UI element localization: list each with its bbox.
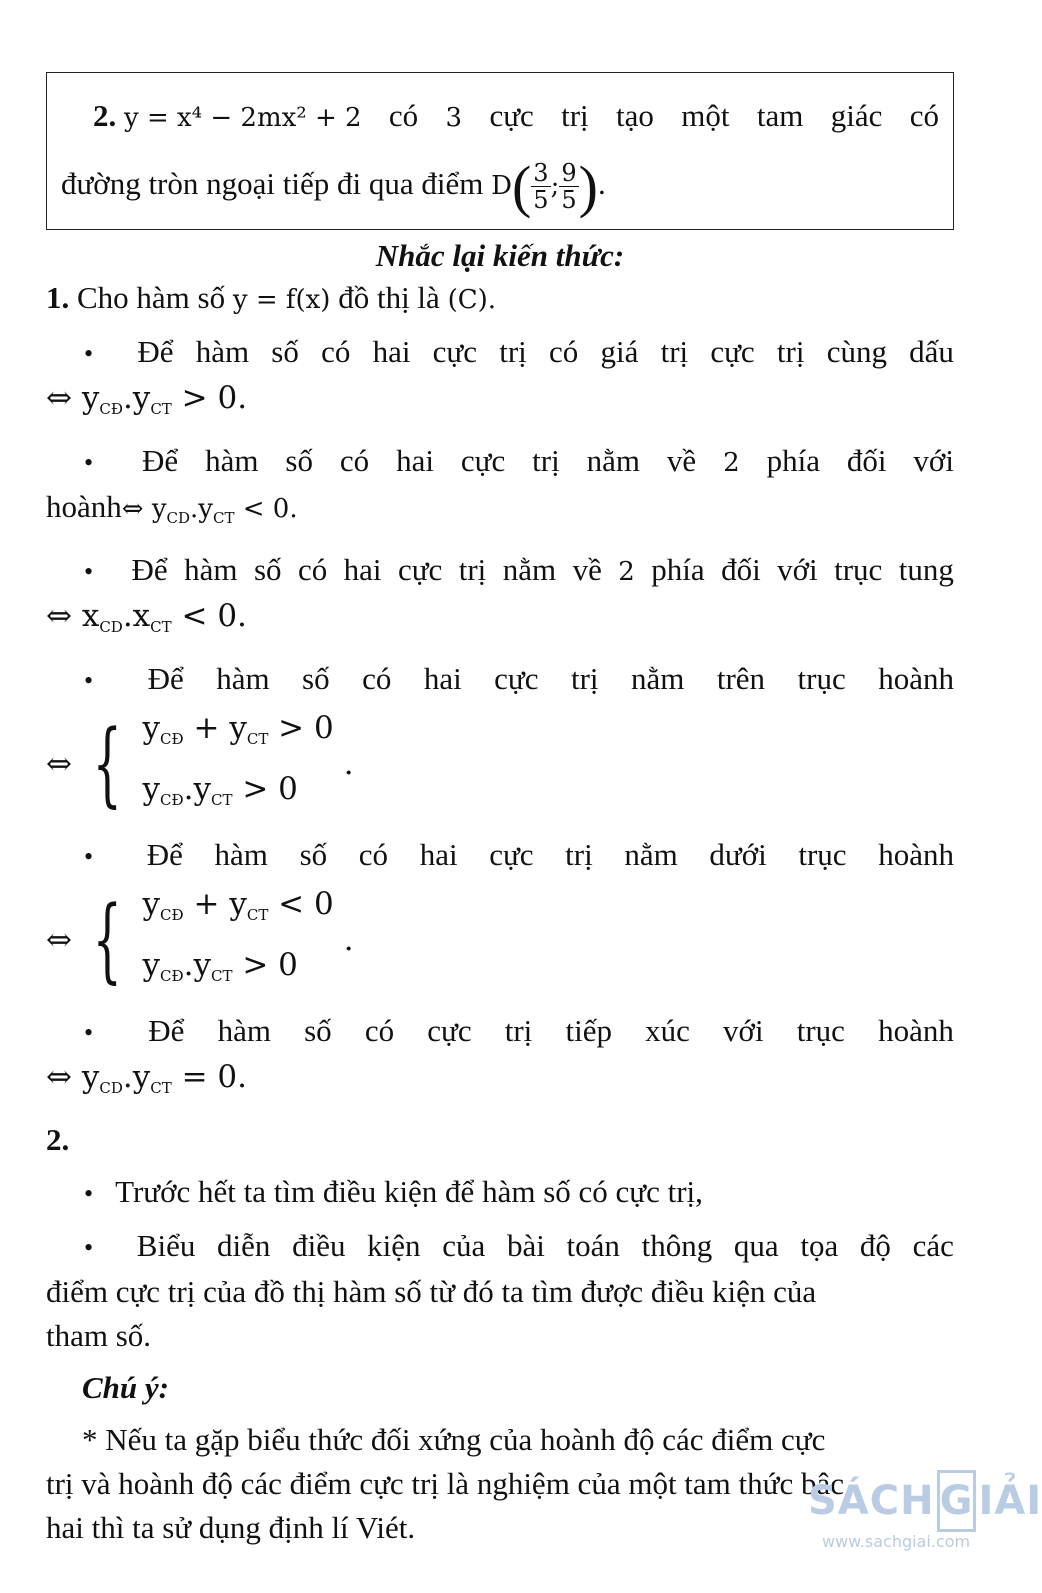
word: 2 bbox=[618, 557, 635, 587]
sys: .y bbox=[183, 947, 212, 983]
word: trục bbox=[798, 837, 847, 872]
word: hàm bbox=[216, 661, 270, 696]
word: nằm bbox=[624, 837, 678, 872]
word: hoành bbox=[878, 661, 954, 696]
word: phía bbox=[766, 443, 820, 478]
subscript: CĐ bbox=[160, 791, 184, 809]
word: nằm bbox=[586, 443, 640, 478]
section-heading: Nhắc lại kiến thức: bbox=[375, 238, 625, 273]
sys: + y bbox=[183, 886, 247, 922]
word: hàm bbox=[217, 1013, 271, 1048]
bullet-6-line-1 bbox=[46, 1009, 954, 1055]
word: hàm bbox=[214, 837, 268, 872]
cond: < 0. bbox=[171, 598, 247, 634]
word: hai bbox=[372, 334, 411, 369]
word: của bbox=[442, 1228, 486, 1263]
sys: > 0 bbox=[232, 771, 298, 807]
word: có bbox=[297, 552, 328, 587]
word: • Để bbox=[147, 661, 184, 696]
denominator: 5 bbox=[533, 186, 549, 215]
bullet-5-system bbox=[46, 879, 954, 1001]
denominator: 5 bbox=[561, 186, 577, 215]
sys: y bbox=[142, 947, 161, 983]
watermark-url: www.sachgiai.com bbox=[822, 1532, 971, 1551]
cond: ⇔ y bbox=[121, 494, 167, 524]
word: hoành bbox=[878, 837, 954, 872]
sys: y bbox=[142, 886, 161, 922]
word: cực bbox=[427, 1013, 472, 1048]
sys: + y bbox=[183, 710, 247, 746]
section-number: 1. bbox=[46, 280, 70, 315]
section-2-bullet-1: • Trước hết ta tìm điều kiện để hàm số có cực trị, bbox=[46, 1170, 954, 1216]
word: toán bbox=[566, 1228, 620, 1263]
word: trị bbox=[561, 98, 589, 133]
note-line-2: trị và hoành độ các điểm cực trị là nghiệm của một tam thức bậc bbox=[46, 1466, 844, 1501]
problem-number: 2. bbox=[93, 98, 117, 133]
left-paren: ( bbox=[511, 153, 532, 219]
subscript: CĐ bbox=[160, 906, 184, 924]
point-label: D bbox=[491, 171, 512, 201]
bullet-6-condition bbox=[46, 1055, 954, 1110]
cond: .y bbox=[122, 1059, 151, 1095]
word: hai bbox=[396, 443, 434, 478]
watermark bbox=[808, 1470, 1042, 1551]
word: phía bbox=[651, 552, 705, 587]
word: kiện bbox=[367, 1228, 421, 1263]
period: . bbox=[343, 746, 354, 782]
word: hàm bbox=[205, 443, 259, 478]
subscript: CT bbox=[211, 791, 233, 809]
word: trị bbox=[660, 334, 689, 369]
fraction-2 bbox=[559, 160, 578, 213]
word: về bbox=[666, 443, 697, 478]
word: 3 bbox=[445, 103, 463, 133]
logo-g: G bbox=[937, 1470, 977, 1532]
subscript: CT bbox=[246, 730, 269, 748]
word: cùng bbox=[826, 334, 887, 369]
sys: y bbox=[142, 710, 161, 746]
period: . bbox=[343, 922, 354, 958]
fraction-1 bbox=[531, 160, 550, 213]
brace-icon: { bbox=[92, 886, 122, 993]
sys: .y bbox=[183, 771, 212, 807]
curve-label: (C). bbox=[447, 285, 497, 315]
problem-line-1 bbox=[61, 83, 939, 151]
subscript: CT bbox=[246, 906, 269, 924]
word: về bbox=[572, 552, 602, 587]
word: trên bbox=[716, 661, 766, 696]
numerator: 9 bbox=[561, 159, 577, 188]
word: đối bbox=[721, 552, 761, 587]
word: bài bbox=[506, 1228, 545, 1263]
word: • Để bbox=[131, 552, 168, 587]
word: • Để bbox=[146, 837, 183, 872]
word: trục bbox=[797, 661, 846, 696]
subscript: CT bbox=[212, 509, 235, 527]
cond: .y bbox=[122, 380, 151, 416]
cond: < 0. bbox=[234, 494, 298, 524]
bullet-3-line-1 bbox=[46, 548, 954, 594]
word: trục bbox=[834, 552, 883, 587]
word: • Để bbox=[148, 1013, 185, 1048]
word: nằm bbox=[631, 661, 685, 696]
word: hoành bbox=[878, 1013, 954, 1048]
word: số bbox=[271, 334, 299, 369]
bullet-2-line-1 bbox=[46, 439, 954, 485]
bullet-3-condition bbox=[46, 594, 954, 649]
word: dưới bbox=[709, 837, 767, 872]
word: cực bbox=[489, 98, 534, 133]
word: với bbox=[777, 552, 818, 587]
word: với bbox=[723, 1013, 764, 1048]
problem-equation: y = x⁴ − 2mx² + 2 bbox=[124, 103, 362, 133]
bullet-2-condition bbox=[46, 485, 954, 540]
section-1-intro bbox=[46, 276, 954, 322]
word: tung bbox=[898, 552, 954, 587]
section-2-bullet-2-line-2: điểm cực trị của đồ thị hàm số từ đó ta tìm được điều kiện của bbox=[46, 1274, 817, 1309]
bullet-4-line-1 bbox=[46, 657, 954, 703]
word: tọa bbox=[800, 1228, 839, 1263]
word: hàm bbox=[195, 334, 250, 369]
subscript: CD bbox=[166, 509, 191, 527]
sys: > 0 bbox=[268, 710, 334, 746]
text: đồ thị là bbox=[338, 280, 440, 315]
word: • Biểu bbox=[136, 1228, 196, 1263]
word: trị bbox=[776, 334, 805, 369]
word: đối bbox=[846, 443, 887, 478]
brace-icon: { bbox=[92, 710, 122, 817]
word: cực bbox=[489, 837, 534, 872]
function: y = f(x) bbox=[232, 285, 331, 315]
equiv: ⇔ bbox=[46, 922, 72, 958]
subscript: CĐ bbox=[99, 400, 123, 418]
section-number: 2. bbox=[46, 1122, 70, 1157]
word: có bbox=[549, 334, 579, 369]
word: hàm bbox=[184, 552, 238, 587]
word: có bbox=[909, 98, 939, 133]
cond: ⇔ y bbox=[46, 380, 100, 416]
word: 2 bbox=[723, 448, 740, 478]
word: hai bbox=[423, 661, 462, 696]
word: có bbox=[388, 98, 419, 133]
word: với bbox=[913, 443, 954, 478]
word: nằm bbox=[502, 552, 557, 587]
bullet-1-condition bbox=[46, 376, 954, 431]
section-2-bullet-2-line-3: tham số. bbox=[46, 1318, 152, 1353]
watermark-logo bbox=[808, 1470, 1042, 1532]
word: độ bbox=[859, 1228, 891, 1263]
note-line-1: * Nếu ta gặp biểu thức đối xứng của hoành độ các điểm cực bbox=[82, 1422, 826, 1457]
subscript: CĐ bbox=[160, 967, 184, 985]
cond: ⇔ y bbox=[46, 1059, 100, 1095]
word: • Để bbox=[142, 443, 179, 478]
period: . bbox=[597, 166, 606, 201]
word: hai bbox=[343, 552, 382, 587]
word: tạo bbox=[616, 98, 654, 133]
word: tiếp bbox=[565, 1013, 612, 1048]
word: số bbox=[285, 443, 313, 478]
word: có bbox=[358, 837, 389, 872]
numerator: 3 bbox=[533, 159, 549, 188]
right-paren: ) bbox=[578, 153, 598, 219]
subscript: CT bbox=[211, 967, 233, 985]
word: trục bbox=[796, 1013, 845, 1048]
note-line-3: hai thì ta sử dụng định lí Viét. bbox=[46, 1510, 416, 1545]
subscript: CT bbox=[150, 1079, 172, 1097]
word: số bbox=[299, 837, 328, 872]
word: số bbox=[304, 1013, 332, 1048]
word: giác bbox=[830, 98, 883, 133]
sys: < 0 bbox=[268, 886, 334, 922]
word: cực bbox=[494, 661, 539, 696]
subscript: CT bbox=[150, 618, 172, 636]
word: qua bbox=[733, 1228, 779, 1263]
word: trị bbox=[570, 661, 599, 696]
word: hai bbox=[419, 837, 458, 872]
word: cực bbox=[432, 334, 477, 369]
sys: y bbox=[142, 771, 161, 807]
word: trị bbox=[565, 837, 593, 872]
word: số bbox=[253, 552, 282, 587]
cond: = 0. bbox=[171, 1059, 247, 1095]
text: hoành bbox=[46, 489, 122, 524]
text: Cho hàm số bbox=[77, 280, 226, 315]
word: một bbox=[681, 98, 730, 133]
bullet-5-line-1 bbox=[46, 833, 954, 879]
word: cực bbox=[460, 443, 506, 478]
word: trị bbox=[504, 1013, 533, 1048]
word: có bbox=[339, 443, 370, 478]
section-2-bullet-2-line-1 bbox=[46, 1224, 954, 1270]
note-title: Chú ý: bbox=[82, 1370, 169, 1405]
logo-text: SÁCH bbox=[808, 1478, 935, 1524]
subscript: CD bbox=[99, 1079, 123, 1097]
word: dấu bbox=[909, 334, 954, 369]
word: • Để bbox=[137, 334, 174, 369]
word: các bbox=[912, 1228, 954, 1263]
word: tam bbox=[756, 98, 804, 133]
subscript: CT bbox=[150, 400, 172, 418]
subscript: CĐ bbox=[160, 730, 184, 748]
logo-text: IẢI bbox=[978, 1478, 1042, 1524]
word: thông bbox=[641, 1228, 713, 1263]
word: xúc bbox=[645, 1013, 690, 1048]
word: có bbox=[362, 661, 392, 696]
subscript: CD bbox=[99, 618, 123, 636]
cond: .x bbox=[122, 598, 151, 634]
word: trị bbox=[499, 334, 527, 369]
document-page bbox=[46, 72, 954, 1550]
bullet-4-system bbox=[46, 703, 954, 825]
word: cực bbox=[710, 334, 755, 369]
sys: > 0 bbox=[232, 947, 298, 983]
problem-line-2 bbox=[61, 151, 939, 219]
cond: .y bbox=[190, 494, 213, 524]
separator: ; bbox=[550, 171, 560, 201]
bullet-1-line-1 bbox=[46, 330, 954, 376]
problem-text: đường tròn ngoại tiếp đi qua điểm bbox=[61, 166, 484, 201]
word: giá bbox=[600, 334, 639, 369]
equiv: ⇔ bbox=[46, 746, 72, 782]
word: điều bbox=[292, 1228, 346, 1263]
cond: > 0. bbox=[171, 380, 248, 416]
word: trị bbox=[458, 552, 487, 587]
word: có bbox=[364, 1013, 395, 1048]
word: diễn bbox=[217, 1228, 271, 1263]
cond: ⇔ x bbox=[46, 598, 100, 634]
word: số bbox=[302, 661, 330, 696]
word: có bbox=[321, 334, 351, 369]
word: cực bbox=[397, 552, 443, 587]
problem-box bbox=[46, 72, 954, 230]
section-2-number bbox=[46, 1118, 954, 1162]
word: trị bbox=[532, 443, 560, 478]
